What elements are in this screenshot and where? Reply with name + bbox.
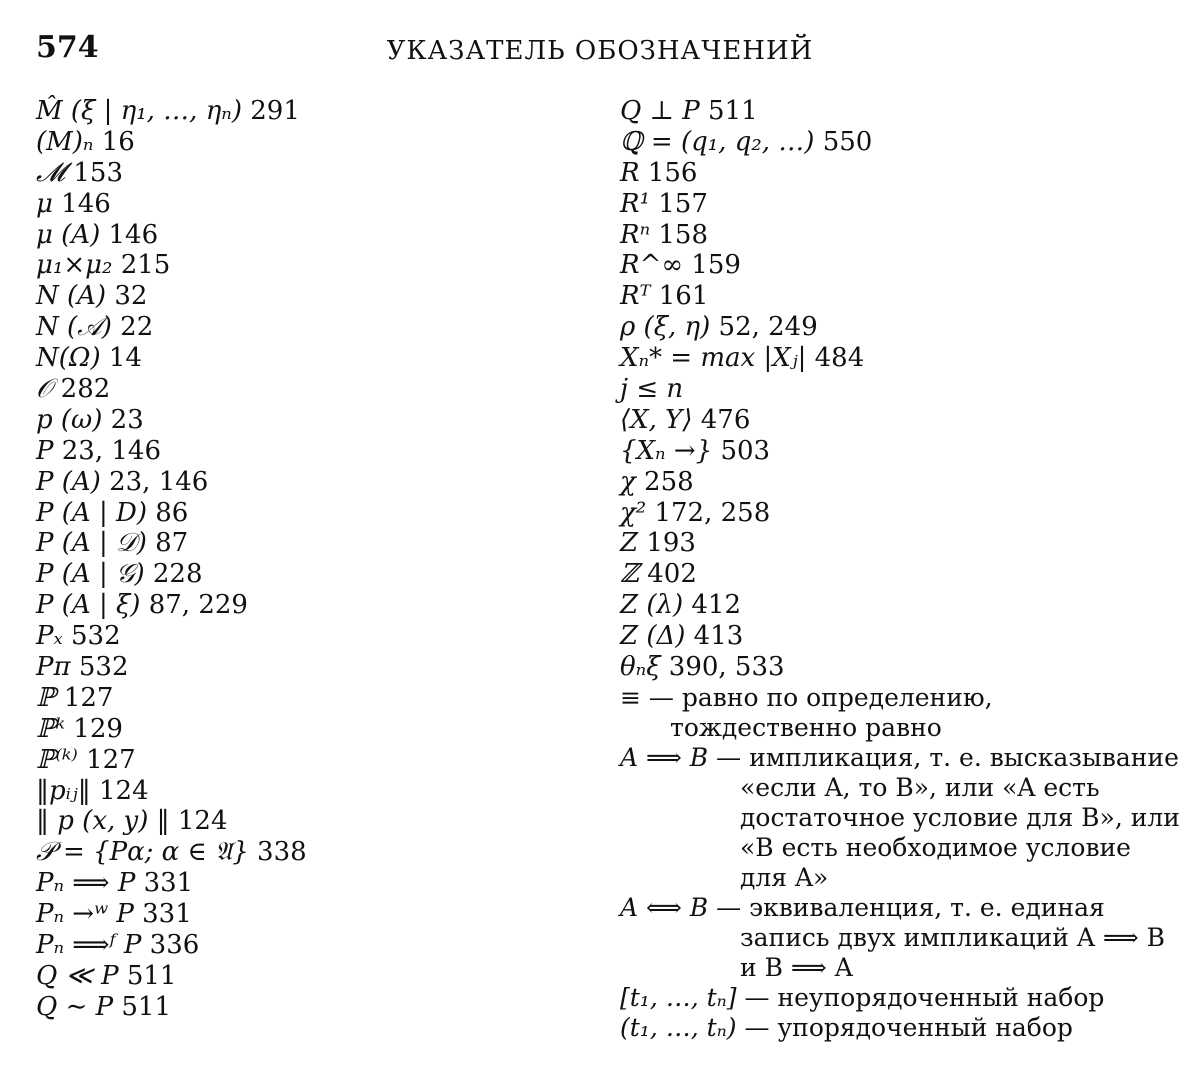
index-symbol: R^∞ — [620, 250, 684, 281]
index-entry — [36, 683, 556, 714]
index-column-left — [36, 96, 556, 1023]
definition-text: — импликация, т. е. высказывание «если A, то B», или «A есть достаточное условие для B», или «B есть необходимое условие для A» — [716, 742, 1180, 892]
index-pages: 390, 533 — [660, 652, 785, 683]
index-column-right — [620, 96, 1180, 1043]
index-symbol: χ — [620, 466, 636, 497]
index-symbol: R — [620, 157, 640, 188]
definition-text: — упорядоченный набор — [744, 1012, 1073, 1042]
index-entry — [620, 189, 1180, 220]
index-pages: 193 — [638, 528, 696, 559]
index-entry — [36, 96, 556, 127]
index-pages: 228 — [144, 559, 203, 590]
index-pages: 159 — [683, 250, 741, 281]
index-entry — [620, 652, 1180, 683]
index-entry — [36, 776, 556, 807]
index-pages: 32 — [106, 281, 148, 312]
index-symbol: P (A | D) — [36, 497, 147, 528]
index-pages: 153 — [65, 157, 124, 188]
index-symbol: Rⁿ — [620, 219, 651, 250]
index-entry — [620, 590, 1180, 621]
index-symbol: Q ⊥ P — [620, 96, 700, 126]
index-symbol: N (𝒜) — [36, 312, 112, 343]
index-symbol: μ (A) — [36, 219, 101, 250]
page-header — [0, 0, 1200, 80]
index-entry — [36, 374, 556, 405]
definition-entry — [620, 683, 1180, 743]
index-entry — [36, 312, 556, 343]
index-pages: 402 — [638, 559, 697, 590]
index-pages: 14 — [100, 343, 142, 374]
index-pages: 16 — [93, 126, 135, 157]
index-pages: 282 — [52, 374, 111, 405]
index-pages: 127 — [77, 744, 136, 775]
index-symbol: P (A | 𝒟) — [36, 528, 147, 559]
index-symbol: ‖pᵢⱼ‖ — [36, 775, 91, 806]
index-entry — [36, 868, 556, 899]
index-symbol: P (A) — [36, 466, 101, 497]
index-pages: 86 — [146, 497, 189, 528]
index-symbol: Z — [620, 528, 639, 559]
definition-entry — [620, 743, 1180, 893]
page-number: 574 — [36, 30, 99, 65]
index-pages: 23, 146 — [100, 466, 209, 497]
index-pages: 161 — [650, 281, 709, 312]
index-entry — [36, 498, 556, 529]
index-symbol: ℚ = (q₁, q₂, …) — [620, 126, 815, 157]
index-symbol: ρ (ξ, η) — [620, 312, 711, 343]
index-symbol: θₙξ — [620, 652, 661, 683]
index-entry — [36, 250, 556, 281]
index-symbol: 𝒫 = {Pα; α ∈ 𝔄} — [36, 837, 249, 868]
index-pages: 87, 229 — [140, 590, 248, 621]
index-symbol: ℙᵏ — [36, 713, 66, 744]
index-symbol: {Xₙ →} — [620, 435, 713, 466]
index-symbol: P — [36, 435, 54, 466]
index-entry — [36, 899, 556, 930]
index-entry — [36, 806, 556, 837]
index-pages: 157 — [650, 188, 708, 219]
index-pages: 532 — [70, 652, 129, 683]
index-entry — [620, 250, 1180, 281]
index-entry — [36, 436, 556, 467]
index-pages: 87 — [146, 528, 189, 559]
index-symbol: N (A) — [36, 281, 107, 312]
index-symbol: M̂ (ξ | η₁, …, ηₙ) — [36, 96, 242, 126]
index-symbol: 𝓜 — [36, 157, 66, 188]
index-symbol: N(Ω) — [36, 343, 101, 374]
index-symbol: ℙ⁽ᵏ⁾ — [36, 744, 78, 775]
index-pages: 484 — [806, 343, 865, 374]
index-pages: 172, 258 — [646, 497, 771, 528]
index-entry — [620, 498, 1180, 529]
index-entry — [36, 189, 556, 220]
index-symbol: j ≤ n — [620, 374, 684, 405]
index-symbol: (M)ₙ — [36, 126, 94, 157]
index-entry — [36, 992, 556, 1023]
index-symbol: ℙ — [36, 682, 56, 713]
index-pages: 23 — [102, 404, 144, 435]
index-pages: 258 — [635, 466, 694, 497]
index-pages: 476 — [692, 404, 751, 435]
index-symbol: Q ≪ P — [36, 960, 119, 991]
index-entry — [620, 96, 1180, 127]
index-entry — [620, 220, 1180, 251]
index-pages: 124 — [90, 775, 149, 806]
index-pages: 511 — [118, 960, 177, 991]
index-pages: 215 — [112, 250, 171, 281]
index-entry — [36, 930, 556, 961]
index-entry — [620, 559, 1180, 590]
index-entry — [36, 590, 556, 621]
index-symbol: Pₓ — [36, 621, 63, 652]
index-symbol: Rᵀ — [620, 281, 651, 312]
index-pages: 156 — [639, 157, 698, 188]
index-pages: 511 — [699, 96, 758, 126]
index-symbol: Z (Δ) — [620, 621, 686, 652]
index-entry — [620, 621, 1180, 652]
index-pages: 146 — [100, 219, 159, 250]
index-pages: 23, 146 — [53, 435, 162, 466]
index-entry — [36, 961, 556, 992]
index-entry — [620, 405, 1180, 436]
index-pages: 22 — [111, 312, 154, 343]
index-entry — [620, 467, 1180, 498]
index-entry — [36, 745, 556, 776]
index-pages: 52, 249 — [710, 312, 818, 343]
index-symbol: ℤ — [620, 559, 639, 590]
index-entry — [36, 127, 556, 158]
index-symbol: Pₙ ⟹ᶠ P — [36, 930, 142, 961]
index-symbol: Pₙ ⟹ P — [36, 868, 136, 899]
index-pages: 331 — [135, 868, 194, 899]
index-pages: 129 — [65, 713, 123, 744]
definition-entry — [620, 893, 1180, 983]
index-entry — [620, 374, 1180, 405]
index-pages: 511 — [113, 991, 172, 1022]
index-entry — [36, 158, 556, 189]
definition-symbol: A ⟹ B — [620, 742, 709, 772]
index-pages: 124 — [169, 806, 228, 837]
index-symbol: Z (λ) — [620, 590, 684, 621]
definition-symbol: ≡ — [620, 682, 641, 712]
definition-text: — равно по определению, тождественно равно — [648, 682, 993, 742]
index-entry — [36, 837, 556, 868]
index-entry — [620, 281, 1180, 312]
index-entry — [36, 652, 556, 683]
definition-entry — [620, 983, 1180, 1013]
index-entry — [36, 621, 556, 652]
index-symbol: Pπ — [36, 652, 71, 683]
index-symbol: 𝒪 — [36, 374, 53, 405]
index-symbol: R¹ — [620, 188, 650, 219]
index-pages: 291 — [241, 96, 300, 126]
running-head: УКАЗАТЕЛЬ ОБОЗНАЧЕНИЙ — [386, 36, 814, 66]
index-symbol: ‖ p (x, y) ‖ — [36, 806, 170, 837]
index-pages: 413 — [685, 621, 744, 652]
index-symbol: μ₁×μ₂ — [36, 250, 113, 281]
index-entry — [36, 528, 556, 559]
index-entry — [620, 312, 1180, 343]
index-entry — [620, 436, 1180, 467]
index-pages: 532 — [62, 621, 121, 652]
definition-text: — эквиваленция, т. е. единая запись двух импликаций A ⟹ B и B ⟹ A — [716, 892, 1165, 982]
index-entry — [36, 405, 556, 436]
definition-symbol: (t₁, …, tₙ) — [620, 1012, 737, 1042]
index-entry — [36, 220, 556, 251]
index-entry — [36, 281, 556, 312]
index-symbol: Pₙ →ʷ P — [36, 899, 134, 930]
definition-symbol: A ⟺ B — [620, 892, 709, 922]
definition-text: — неупорядоченный набор — [744, 982, 1105, 1012]
index-pages: 331 — [133, 899, 192, 930]
index-symbol: Q ∼ P — [36, 991, 114, 1022]
index-pages: 412 — [683, 590, 741, 621]
index-pages: 338 — [248, 837, 307, 868]
index-symbol: χ² — [620, 497, 647, 528]
index-symbol: Xₙ* = max |Xⱼ| — [620, 343, 807, 374]
index-symbol: ⟨X, Y⟩ — [620, 404, 693, 435]
definition-entry — [620, 1013, 1180, 1043]
index-entry — [620, 127, 1180, 158]
index-entry — [36, 714, 556, 745]
index-pages: 158 — [650, 219, 709, 250]
index-entry — [620, 343, 1180, 374]
definition-symbol: [t₁, …, tₙ] — [620, 982, 737, 1012]
index-symbol: P (A | ξ) — [36, 590, 141, 621]
index-symbol: P (A | 𝒢) — [36, 559, 145, 590]
index-pages: 146 — [52, 188, 111, 219]
index-entry — [36, 343, 556, 374]
index-entry — [620, 158, 1180, 189]
index-entry — [620, 528, 1180, 559]
index-pages: 550 — [814, 126, 873, 157]
index-entry — [36, 559, 556, 590]
index-pages: 127 — [55, 682, 114, 713]
index-symbol: μ — [36, 188, 53, 219]
index-symbol: p (ω) — [36, 404, 103, 435]
index-entry — [36, 467, 556, 498]
index-pages: 503 — [712, 435, 771, 466]
index-pages: 336 — [141, 930, 200, 961]
